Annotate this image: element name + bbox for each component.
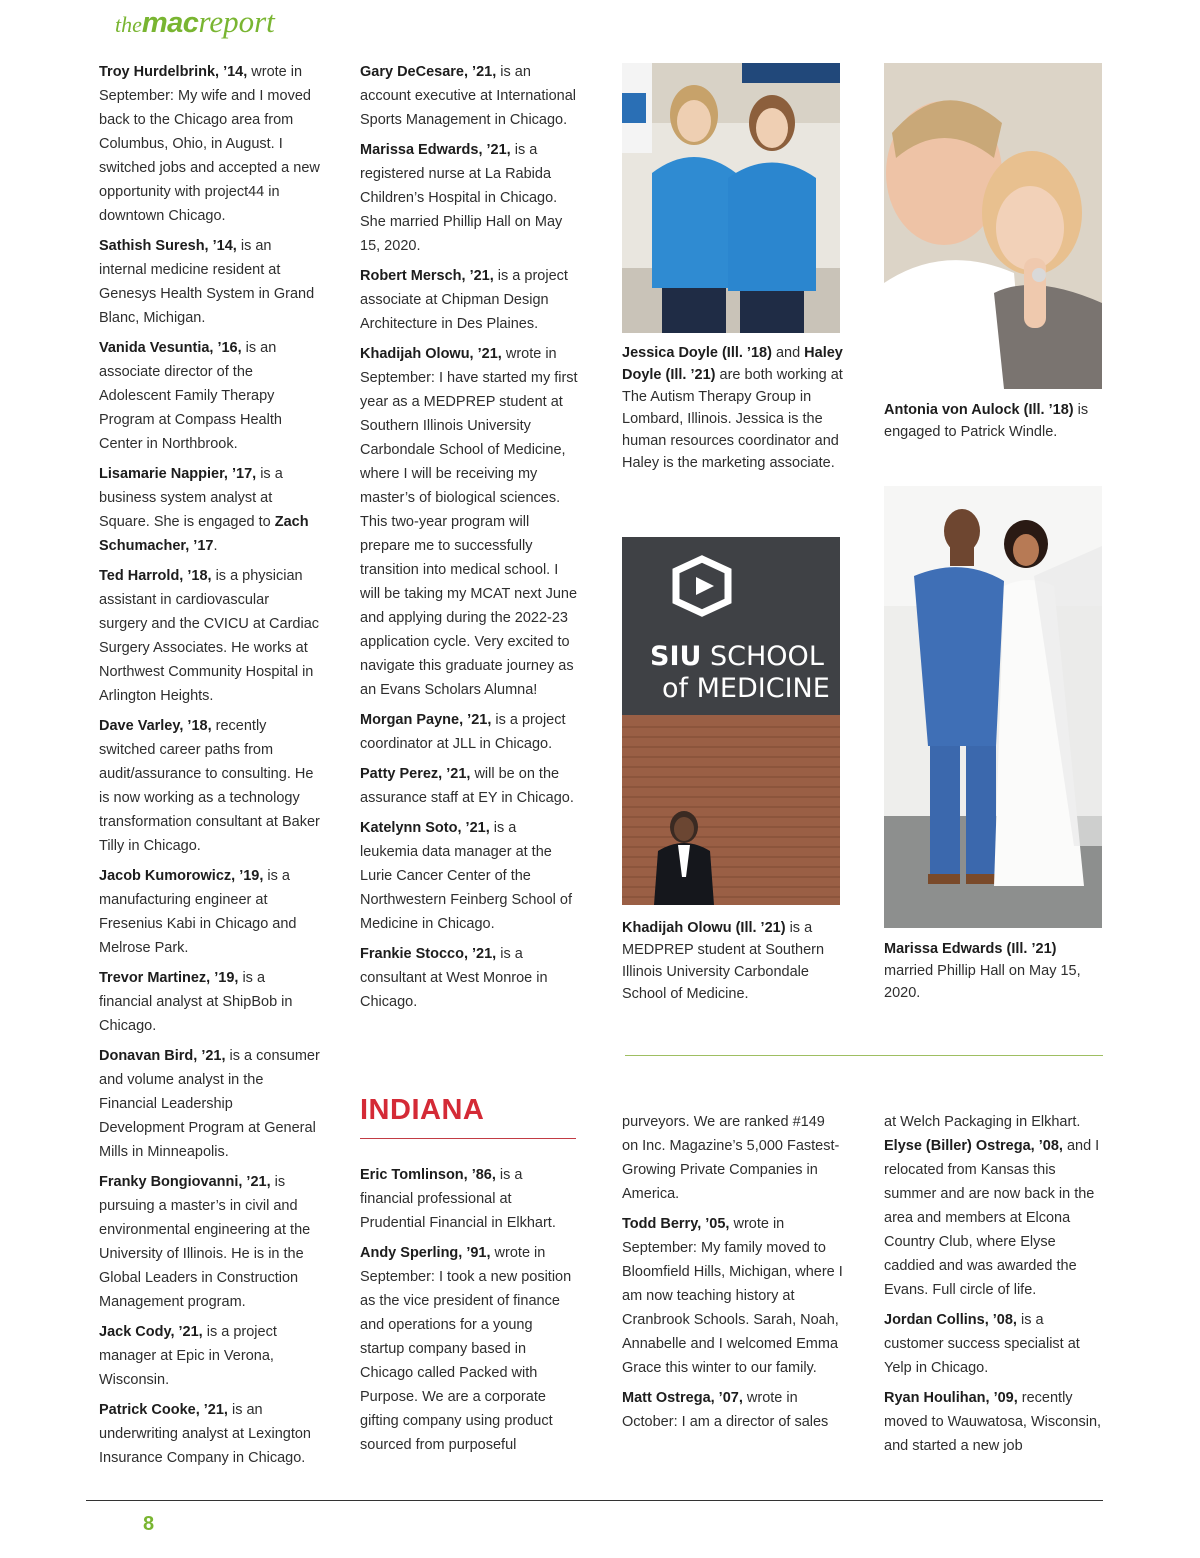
alumni-notes-column-4 [884,1110,1106,1464]
alumni-note [884,1308,1106,1380]
alumni-note [99,1320,321,1392]
alumni-note [360,264,578,336]
sign-of-medicine: of MEDICINE [662,673,830,704]
alumni-note [99,336,321,456]
edwards-caption [884,938,1106,1004]
alumni-note [884,1110,1106,1134]
alumni-note-text: wrote in September: My family moved to Bloomfield Hills, Michigan, where I am now teaching history at Cranbrook Schools. Sarah, Noah, Annabelle and I welcomed Emma Grace this winter to our family. [622,1216,843,1376]
alumni-note-text: is a business system analyst at Square. She is engaged to [99,466,283,530]
alumni-note [360,708,578,756]
indiana-notes-column [360,1163,578,1463]
olowu-caption [622,917,844,1005]
alumni-name: Patrick Cooke, ’21, [99,1402,228,1418]
alumni-note [99,60,321,228]
alumni-note-text: purveyors. We are ranked #149 on Inc. Magazine’s 5,000 Fastest-Growing Private Companies in America. [622,1114,840,1202]
alumni-note-text: will be on the assurance staff at EY in Chicago. [360,766,574,806]
section-divider [625,1055,1103,1056]
alumni-note [884,1386,1106,1458]
alumni-note [99,1398,321,1470]
alumni-note [360,942,578,1014]
alumni-name: Sathish Suresh, ’14, [99,238,237,254]
alumni-note-text: is a consumer and volume analyst in the Financial Leadership Development Program at General Mills in Minneapolis. [99,1048,320,1160]
caption-name: Antonia von Aulock (Ill. ’18) [884,402,1074,418]
alumni-note [99,1044,321,1164]
doyle-caption [622,342,844,474]
alumni-note [360,342,578,702]
alumni-name: Troy Hurdelbrink, ’14, [99,64,248,80]
alumni-note-text: is a project associate at Chipman Design Architecture in Des Plaines. [360,268,568,332]
von-aulock-photo [884,63,1102,389]
caption-text: married Phillip Hall on May 15, 2020. [884,963,1081,1001]
alumni-note [99,234,321,330]
alumni-note-text: is a physician assistant in cardiovascular surgery and the CVICU at Cardiac Surgery Associates. He works at Northwest Community Hospital in Arlington Heights. [99,568,320,704]
masthead-brand: mac [141,7,199,39]
page-number: 8 [143,1513,155,1535]
alumni-note-text: wrote in September: My wife and I moved back to the Chicago area from Columbus, Ohio, in August. I switched jobs and accepted a new opportunity with project44 in downtown Chicago. [99,64,320,224]
edwards-wedding-photo [884,486,1102,928]
alumni-note [360,1241,578,1457]
alumni-note [622,1386,844,1434]
alumni-note [622,1110,844,1206]
von-aulock-caption [884,399,1106,443]
alumni-note-text: wrote in October: I am a director of sales [622,1390,829,1430]
alumni-name: Matt Ostrega, ’07, [622,1390,743,1406]
alumni-note-text: at Welch Packaging in Elkhart. [884,1114,1081,1130]
alumni-name: Jordan Collins, ’08, [884,1312,1017,1328]
caption-text: is a MEDPREP student at Southern Illinois University Carbondale School of Medicine. [622,920,825,1002]
alumni-notes-column-2 [360,60,578,1020]
alumni-note-text: is an account executive at International Sports Management in Chicago. [360,64,577,128]
siu-sign-text [650,641,840,705]
siu-medicine-photo [622,537,840,905]
alumni-note-text: is a consultant at West Monroe in Chicago. [360,946,548,1010]
alumni-name: Ryan Houlihan, ’09, [884,1390,1018,1406]
alumni-name: Marissa Edwards, ’21, [360,142,511,158]
alumni-name: Robert Mersch, ’21, [360,268,494,284]
alumni-note [99,966,321,1038]
alumni-note [360,1163,578,1235]
alumni-note-text: is pursuing a master’s in civil and environmental engineering at the University of Illinois. He is in the Global Leaders in Construction Management program. [99,1174,311,1310]
alumni-name: Frankie Stocco, ’21, [360,946,497,962]
alumni-note-text: wrote in September: I took a new position as the vice president of finance and operations for a young startup company based in Chicago called Packed with Purpose. We are a corporate gifting company using product sourced from purposeful [360,1245,572,1453]
alumni-notes-column-3 [622,1110,844,1440]
alumni-name: Ted Harrold, ’18, [99,568,212,584]
alumni-note [99,564,321,708]
alumni-note-text: is a project manager at Epic in Verona, Wisconsin. [99,1324,277,1388]
caption-name: Khadijah Olowu (Ill. ’21) [622,920,786,936]
alumni-name: Gary DeCesare, ’21, [360,64,497,80]
alumni-name: Patty Perez, ’21, [360,766,471,782]
alumni-note-text: is an underwriting analyst at Lexington Insurance Company in Chicago. [99,1402,311,1466]
alumni-note-text: recently moved to Wauwatosa, Wisconsin, and started a new job [884,1390,1102,1454]
alumni-note [622,1212,844,1380]
section-heading-indiana: INDIANA [360,1094,485,1126]
alumni-name: Jacob Kumorowicz, ’19, [99,868,264,884]
alumni-name: Lisamarie Nappier, ’17, [99,466,257,482]
alumni-note [99,714,321,858]
alumni-note-text: is a customer success specialist at Yelp in Chicago. [884,1312,1080,1376]
alumni-note [360,762,578,810]
alumni-name: Zach Schumacher, ’17 [99,514,309,554]
alumni-name: Elyse (Biller) Ostrega, ’08, [884,1138,1063,1154]
alumni-note-text: is a manufacturing engineer at Fresenius Kabi in Chicago and Melrose Park. [99,868,297,956]
alumni-name: Eric Tomlinson, ’86, [360,1167,496,1183]
alumni-note-text: is a leukemia data manager at the Lurie Cancer Center of the Northwestern Feinberg School of Medicine in Chicago. [360,820,572,932]
alumni-note-text: wrote in September: I have started my first year as a MEDPREP student at Southern Illinois University Carbondale School of Medicine, where I will be receiving my master’s of biological sciences. This two-year program will prepare me to successfully transition into medical school. I will be taking my MCAT next June and applying during the 2022-23 application cycle. Very excited to navigate this graduate journey as an Evans Scholars Alumna! [360,346,578,698]
alumni-name: Todd Berry, ’05, [622,1216,730,1232]
alumni-note-text: is a financial analyst at ShipBob in Chicago. [99,970,293,1034]
footer-rule [86,1500,1103,1501]
alumni-note-text: recently switched career paths from audit/assurance to consulting. He is now working as a technology transformation consultant at Baker Tilly in Chicago. [99,718,320,854]
caption-name: Haley Doyle (Ill. ’21) [622,345,843,383]
alumni-name: Donavan Bird, ’21, [99,1048,226,1064]
caption-name: Jessica Doyle (Ill. ’18) [622,345,772,361]
alumni-note-text: is a registered nurse at La Rabida Children’s Hospital in Chicago. She married Phillip Hall on May 15, 2020. [360,142,563,254]
caption-name: Marissa Edwards (Ill. ’21) [884,941,1057,957]
alumni-note [884,1134,1106,1302]
alumni-note-text: is a project coordinator at JLL in Chicago. [360,712,566,752]
sign-school: SCHOOL [710,641,824,672]
alumni-note [99,864,321,960]
caption-text: are both working at The Autism Therapy Group in Lombard, Illinois. Jessica is the human resources coordinator and Haley is the marketing associate. [622,367,843,471]
alumni-note [360,138,578,258]
alumni-note-text: is an internal medicine resident at Genesys Health System in Grand Blanc, Michigan. [99,238,315,326]
sign-siu: SIU [650,641,702,672]
alumni-name: Katelynn Soto, ’21, [360,820,490,836]
caption-text: and [771,345,805,361]
alumni-name: Trevor Martinez, ’19, [99,970,239,986]
alumni-note [360,816,578,936]
alumni-notes-column-1 [99,60,321,1476]
alumni-note-text: is an associate director of the Adolescent Family Therapy Program at Compass Health Center in Northbrook. [99,340,282,452]
alumni-name: Franky Bongiovanni, ’21, [99,1174,271,1190]
alumni-name: Morgan Payne, ’21, [360,712,492,728]
caption-text: is engaged to Patrick Windle. [884,402,1089,440]
masthead-suffix: report [198,4,275,39]
masthead-logo [115,4,275,40]
alumni-note [99,462,321,558]
alumni-name: Andy Sperling, ’91, [360,1245,491,1261]
alumni-note [360,60,578,132]
section-heading-rule [360,1138,576,1139]
masthead-prefix: the [115,12,142,37]
alumni-note [99,1170,321,1314]
alumni-note-text: . [213,538,218,554]
alumni-note-text: and I relocated from Kansas this summer and are now back in the area and members at Elcona Country Club, where Elyse caddied and was awarded the Evans. Full circle of life. [884,1138,1100,1298]
alumni-note-text: is a financial professional at Prudential Financial in Elkhart. [360,1167,556,1231]
alumni-name: Dave Varley, ’18, [99,718,212,734]
doyle-photo [622,63,840,333]
alumni-name: Jack Cody, ’21, [99,1324,203,1340]
alumni-name: Khadijah Olowu, ’21, [360,346,502,362]
alumni-name: Vanida Vesuntia, ’16, [99,340,242,356]
